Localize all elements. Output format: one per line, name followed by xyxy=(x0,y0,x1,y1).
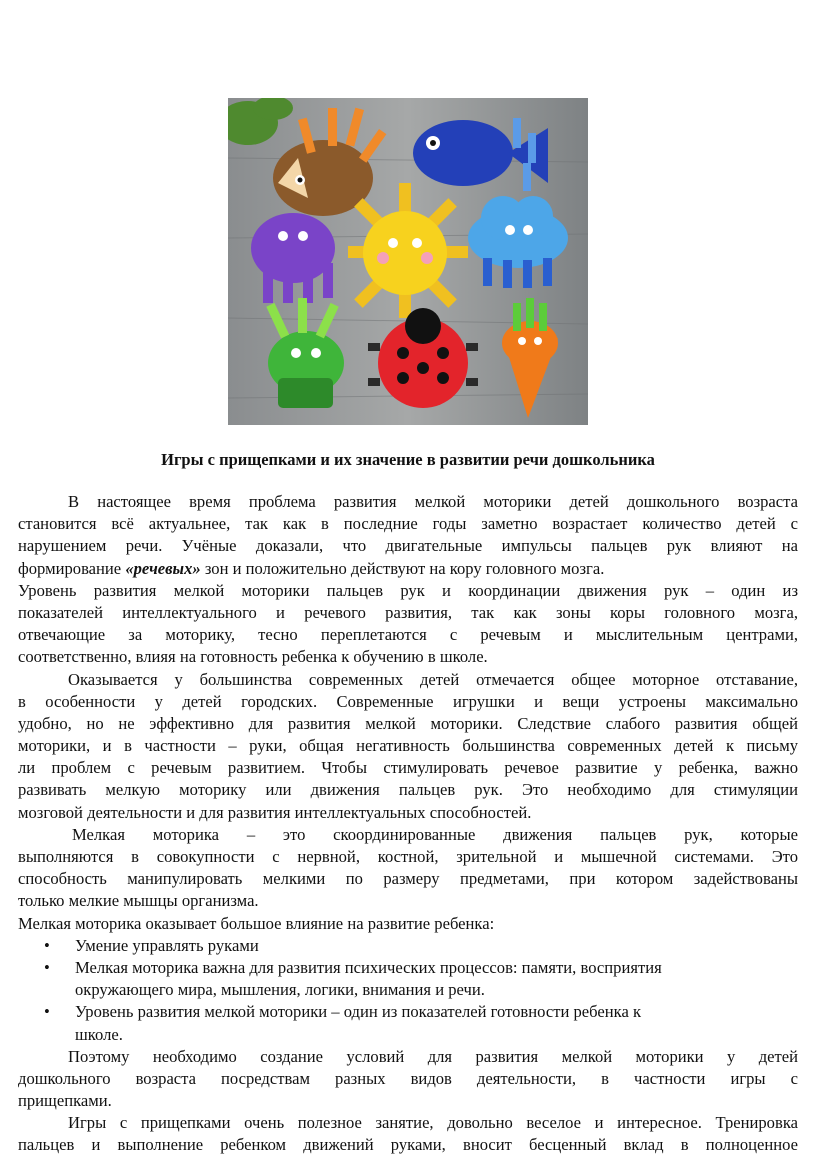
paragraph-4 xyxy=(18,824,798,913)
list-item-text: Уровень развития мелкой моторики – один из показателей готовности ребенка к xyxy=(75,1002,642,1022)
bullet-icon: • xyxy=(44,957,50,977)
list-item xyxy=(18,957,745,979)
paragraph-5 xyxy=(18,1046,798,1113)
list-item xyxy=(18,935,745,957)
document-body xyxy=(18,491,798,1157)
bullet-list xyxy=(18,935,798,1046)
text-line: Поэтому необходимо создание условий для развития мелкой моторики у детей xyxy=(68,1046,798,1066)
text-line: в особенности у детей городских. Современные игрушки и вещи устроены максимально xyxy=(18,691,798,711)
text-line: мозговой деятельности и для развития интеллектуальных способностей. xyxy=(18,802,532,822)
list-item-continuation: школе. xyxy=(75,1024,123,1044)
document-title: Игры с прищепками и их значение в развитии речи дошкольника xyxy=(161,450,655,469)
list-intro: Мелкая моторика оказывает большое влияние на развитие ребенка: xyxy=(18,913,495,933)
text-line: становится всё актуальнее, так как в последние годы заметно возрастает количество детей с xyxy=(18,514,798,534)
text-line xyxy=(18,558,798,580)
text-line: отвечающие за моторику, тесно переплетаются с речевым и мыслительным центрами, xyxy=(18,625,798,645)
text-line: развивать мелкую моторику или движения пальцев рук. Это необходимо для стимуляции xyxy=(18,780,798,800)
list-item-text: Мелкая моторика важна для развития психических процессов: памяти, восприятия xyxy=(75,957,662,977)
emphasized-word: «речевых» xyxy=(125,558,201,578)
paragraph-3 xyxy=(18,669,798,824)
text-line: способность манипулировать мелкими по размеру предметами, при котором задействованы xyxy=(18,869,798,889)
text-line: ли проблем с речевым развитием. Чтобы стимулировать речевое развитие у ребенка, важно xyxy=(18,758,798,778)
bullet-icon: • xyxy=(44,935,50,955)
felt-clothespin-toys-photo xyxy=(228,98,588,425)
text-line: дошкольного возраста посредствам разных видов деятельности, в частности игры с xyxy=(18,1068,798,1088)
text-line: Оказывается у большинства современных детей отмечается общее моторное отставание, xyxy=(68,669,798,689)
bullet-icon: • xyxy=(44,1002,50,1022)
list-item xyxy=(18,1001,745,1023)
text-span: зон и положительно действуют на кору головного мозга. xyxy=(200,558,605,578)
list-item-text: Умение управлять руками xyxy=(75,935,259,955)
text-line: Уровень развития мелкой моторики пальцев рук и координации движения рук – один из xyxy=(18,580,798,600)
sun-toy xyxy=(348,183,468,318)
paragraph-6 xyxy=(18,1112,798,1156)
text-line: соответственно, влияя на готовность ребенка к обучению в школе. xyxy=(18,647,488,667)
text-line: Игры с прищепками очень полезное занятие, довольно веселое и интересное. Тренировка xyxy=(68,1113,798,1133)
paragraph-1 xyxy=(18,491,798,580)
text-span: формирование xyxy=(18,558,126,578)
text-line: моторики, и в частности – руки, общая негативность большинства современных детей к письму xyxy=(18,736,798,756)
text-line: Мелкая моторика – это скоординированные движения пальцев рук, которые xyxy=(72,824,798,844)
text-line: прищепками. xyxy=(18,1091,112,1111)
text-line: только мелкие мышцы организма. xyxy=(18,891,259,911)
paragraph-2 xyxy=(18,580,798,669)
text-line: пальцев и выполнение ребенком движений руками, вносит бесценный вклад в полноценное xyxy=(18,1135,798,1155)
text-line: нарушением речи. Учёные доказали, что двигательные импульсы пальцев рук влияют на xyxy=(18,536,798,556)
text-line: В настоящее время проблема развития мелкой моторики детей дошкольного возраста xyxy=(68,492,798,511)
text-line: удобно, но не эффективно для развития мелкой моторики. Следствие слабого развития общей xyxy=(18,713,798,733)
text-line: показателей интеллектуального и речевого развития, так как зоны коры головного мозга, xyxy=(18,602,798,622)
list-item-continuation: окружающего мира, мышления, логики, внимания и речи. xyxy=(75,980,485,1000)
text-line: выполняются в совокупности с нервной, костной, зрительной и мышечной системами. Это xyxy=(18,847,798,866)
